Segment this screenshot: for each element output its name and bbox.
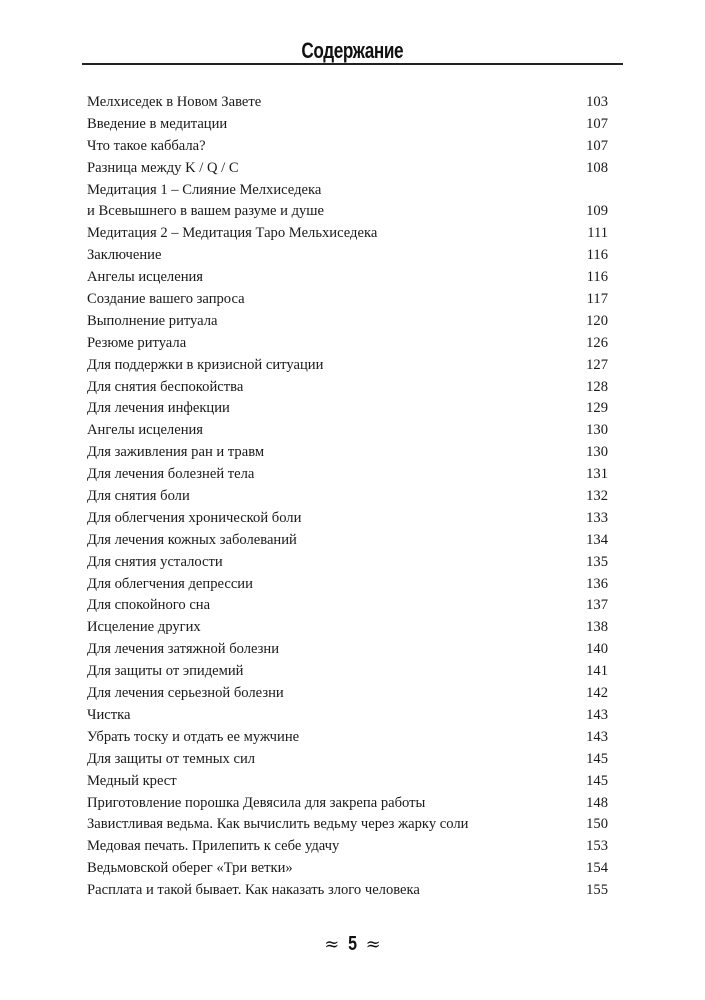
toc-entry[interactable] <box>87 398 608 420</box>
toc-entry[interactable] <box>87 574 608 596</box>
toc-entry-page: 126 <box>586 334 608 351</box>
toc-entry-page: 137 <box>586 597 608 614</box>
toc-entry[interactable] <box>87 705 608 727</box>
toc-entry-title: Для лечения кожных заболеваний <box>87 531 297 548</box>
toc-entry-title: Медовая печать. Прилепить к себе удачу <box>87 838 340 855</box>
dot-leader <box>246 674 585 675</box>
toc-entry-page: 103 <box>586 94 608 110</box>
toc-entry-title: Для лечения болезней тела <box>87 466 255 483</box>
toc-entry-title: Для защиты от темных сил <box>87 750 256 767</box>
toc-entry-page: 116 <box>586 269 608 286</box>
dot-leader <box>266 455 584 456</box>
toc-entry-page: 155 <box>586 882 608 899</box>
page-header <box>82 40 623 63</box>
toc-entry-title: Для лечения инфекции <box>87 400 230 417</box>
dot-leader <box>225 565 584 566</box>
toc-entry-title: Исцеление других <box>87 619 201 636</box>
toc-entry[interactable] <box>87 333 608 355</box>
dot-leader <box>341 849 584 850</box>
toc-entry[interactable] <box>87 289 608 311</box>
page-title: Содержание <box>301 38 404 63</box>
dot-leader <box>232 411 584 412</box>
dot-leader <box>205 433 584 434</box>
toc-entry-page: 143 <box>586 706 608 723</box>
toc-entry-title: Заключение <box>87 247 162 264</box>
toc-entry-title: Для облегчения депрессии <box>87 575 253 592</box>
toc-entry-page: 142 <box>586 685 608 702</box>
toc-entry-title: Мелхиседек в Новом Завете <box>87 94 262 110</box>
table-of-contents <box>87 92 608 902</box>
toc-entry[interactable] <box>87 617 608 639</box>
dot-leader <box>427 806 584 807</box>
dot-leader <box>422 893 584 894</box>
toc-entry-page: 129 <box>586 400 608 417</box>
dot-leader <box>255 587 584 588</box>
toc-entry-page: 109 <box>586 203 608 220</box>
toc-entry-page: 107 <box>586 137 608 154</box>
toc-entry-page: 116 <box>586 247 608 264</box>
toc-entry[interactable] <box>87 771 608 793</box>
toc-entry[interactable] <box>87 639 608 661</box>
dot-leader <box>188 346 584 347</box>
dot-leader <box>326 214 584 215</box>
toc-entry-title: Введение в медитации <box>87 115 228 132</box>
toc-entry[interactable] <box>87 661 608 683</box>
toc-entry-title: и Всевышнего в вашем разуме и душе <box>87 203 325 220</box>
toc-entry[interactable] <box>87 683 608 705</box>
dot-leader <box>470 827 584 828</box>
toc-entry-page: 107 <box>586 115 608 132</box>
toc-entry-page: 130 <box>586 444 608 461</box>
toc-entry[interactable] <box>87 595 608 617</box>
toc-entry-page: 111 <box>587 225 608 242</box>
toc-entry-title: Завистливая ведьма. Как вычислить ведьму через жарку соли <box>87 816 469 833</box>
toc-entry-page: 135 <box>586 553 608 570</box>
dot-leader <box>241 171 585 172</box>
toc-entry-title: Выполнение ритуала <box>87 312 218 329</box>
toc-entry[interactable] <box>87 136 608 158</box>
toc-entry-title: Для заживления ран и травм <box>87 444 265 461</box>
ornament-left-icon: ≈ <box>324 934 340 955</box>
dot-leader <box>263 105 584 106</box>
toc-entry[interactable] <box>87 245 608 267</box>
toc-entry[interactable] <box>87 727 608 749</box>
toc-entry-page: 127 <box>586 356 608 373</box>
toc-entry[interactable] <box>87 749 608 771</box>
toc-entry-page: 143 <box>586 728 608 745</box>
toc-entry-title: Для спокойного сна <box>87 597 211 614</box>
ornament-right-icon: ≈ <box>365 934 381 955</box>
toc-entry-title: Чистка <box>87 706 131 723</box>
toc-entry[interactable] <box>87 552 608 574</box>
dot-leader <box>212 608 584 609</box>
toc-entry-title: Медитация 1 – Слияние Мелхиседека <box>87 181 322 198</box>
toc-entry-title: Резюме ритуала <box>87 334 187 351</box>
dot-leader <box>247 302 585 303</box>
toc-entry-title: Для лечения затяжной болезни <box>87 641 280 658</box>
toc-entry[interactable] <box>87 530 608 552</box>
dot-leader <box>299 543 584 544</box>
toc-entry[interactable] <box>87 464 608 486</box>
toc-entry[interactable] <box>87 114 608 136</box>
toc-entry-title: Расплата и такой бывает. Как наказать злого человека <box>87 882 420 899</box>
toc-entry-page: 150 <box>586 816 608 833</box>
toc-entry-title: Для снятия усталости <box>87 553 223 570</box>
toc-entry[interactable] <box>87 858 608 880</box>
dot-leader <box>245 390 584 391</box>
dot-leader <box>303 521 584 522</box>
toc-entry-page: 128 <box>586 378 608 395</box>
toc-entry-title: Разница между K / Q / C <box>87 159 239 176</box>
toc-entry[interactable] <box>87 311 608 333</box>
toc-entry[interactable] <box>87 486 608 508</box>
toc-entry-title: Ангелы исцеления <box>87 269 204 286</box>
toc-entry-page: 120 <box>586 312 608 329</box>
dot-leader <box>325 368 584 369</box>
dot-leader <box>286 696 584 697</box>
toc-entry-title: Для снятия боли <box>87 488 190 505</box>
toc-entry-title: Создание вашего запроса <box>87 291 245 308</box>
dot-leader <box>256 477 584 478</box>
toc-entry-title: Что такое каббала? <box>87 137 206 154</box>
toc-entry[interactable] <box>87 180 608 202</box>
toc-entry-page: 154 <box>586 860 608 877</box>
toc-entry[interactable] <box>87 420 608 442</box>
toc-entry-title: Для лечения серьезной болезни <box>87 685 284 702</box>
toc-entry[interactable] <box>87 355 608 377</box>
page-footer <box>0 933 705 956</box>
dot-leader <box>257 762 584 763</box>
toc-entry[interactable] <box>87 158 608 180</box>
header-divider <box>82 63 623 65</box>
toc-entry-page: 131 <box>586 466 608 483</box>
dot-leader <box>179 784 584 785</box>
toc-entry[interactable] <box>87 223 608 245</box>
dot-leader <box>163 258 584 259</box>
toc-entry-page: 145 <box>586 750 608 767</box>
toc-entry-title: Для поддержки в кризисной ситуации <box>87 356 324 373</box>
page-number: 5 <box>348 933 357 955</box>
toc-entry[interactable] <box>87 92 608 114</box>
toc-entry-title: Ангелы исцеления <box>87 422 204 439</box>
toc-entry-page: 133 <box>586 509 608 526</box>
toc-entry-page: 140 <box>586 641 608 658</box>
toc-entry-page: 153 <box>586 838 608 855</box>
dot-leader <box>133 718 585 719</box>
dot-leader <box>281 652 584 653</box>
dot-leader <box>203 630 584 631</box>
dot-leader <box>295 871 584 872</box>
toc-entry-title: Медный крест <box>87 772 177 789</box>
toc-entry-page: 138 <box>586 619 608 636</box>
toc-entry[interactable] <box>87 880 608 902</box>
toc-entry-page: 134 <box>586 531 608 548</box>
toc-entry-page: 145 <box>586 772 608 789</box>
toc-entry-title: Приготовление порошка Девясила для закрепа работы <box>87 794 426 811</box>
toc-entry-title: Убрать тоску и отдать ее мужчине <box>87 728 300 745</box>
dot-leader <box>379 236 585 237</box>
toc-entry-page: 108 <box>586 159 608 176</box>
toc-entry[interactable] <box>87 267 608 289</box>
toc-entry-page: 136 <box>586 575 608 592</box>
dot-leader <box>220 324 585 325</box>
dot-leader <box>205 280 585 281</box>
toc-entry-page: 130 <box>586 422 608 439</box>
toc-entry-title: Для защиты от эпидемий <box>87 663 244 680</box>
toc-entry[interactable] <box>87 442 608 464</box>
toc-entry-title: Медитация 2 – Медитация Таро Мельхиседека <box>87 225 378 242</box>
toc-entry[interactable] <box>87 508 608 530</box>
toc-entry-page: 148 <box>586 794 608 811</box>
toc-entry-title: Ведьмовской оберег «Три ветки» <box>87 860 293 877</box>
dot-leader <box>229 127 584 128</box>
toc-entry-page: 117 <box>586 291 608 308</box>
toc-entry[interactable] <box>87 814 608 836</box>
toc-entry-page: 141 <box>586 663 608 680</box>
toc-entry-title: Для облегчения хронической боли <box>87 509 302 526</box>
toc-entry[interactable] <box>87 377 608 399</box>
dot-leader <box>208 149 584 150</box>
toc-entry[interactable] <box>87 793 608 815</box>
toc-entry-title: Для снятия беспокойства <box>87 378 244 395</box>
dot-leader <box>301 740 584 741</box>
dot-leader <box>192 499 584 500</box>
toc-entry[interactable] <box>87 836 608 858</box>
toc-entry-page: 132 <box>586 488 608 505</box>
toc-entry[interactable] <box>87 201 608 223</box>
